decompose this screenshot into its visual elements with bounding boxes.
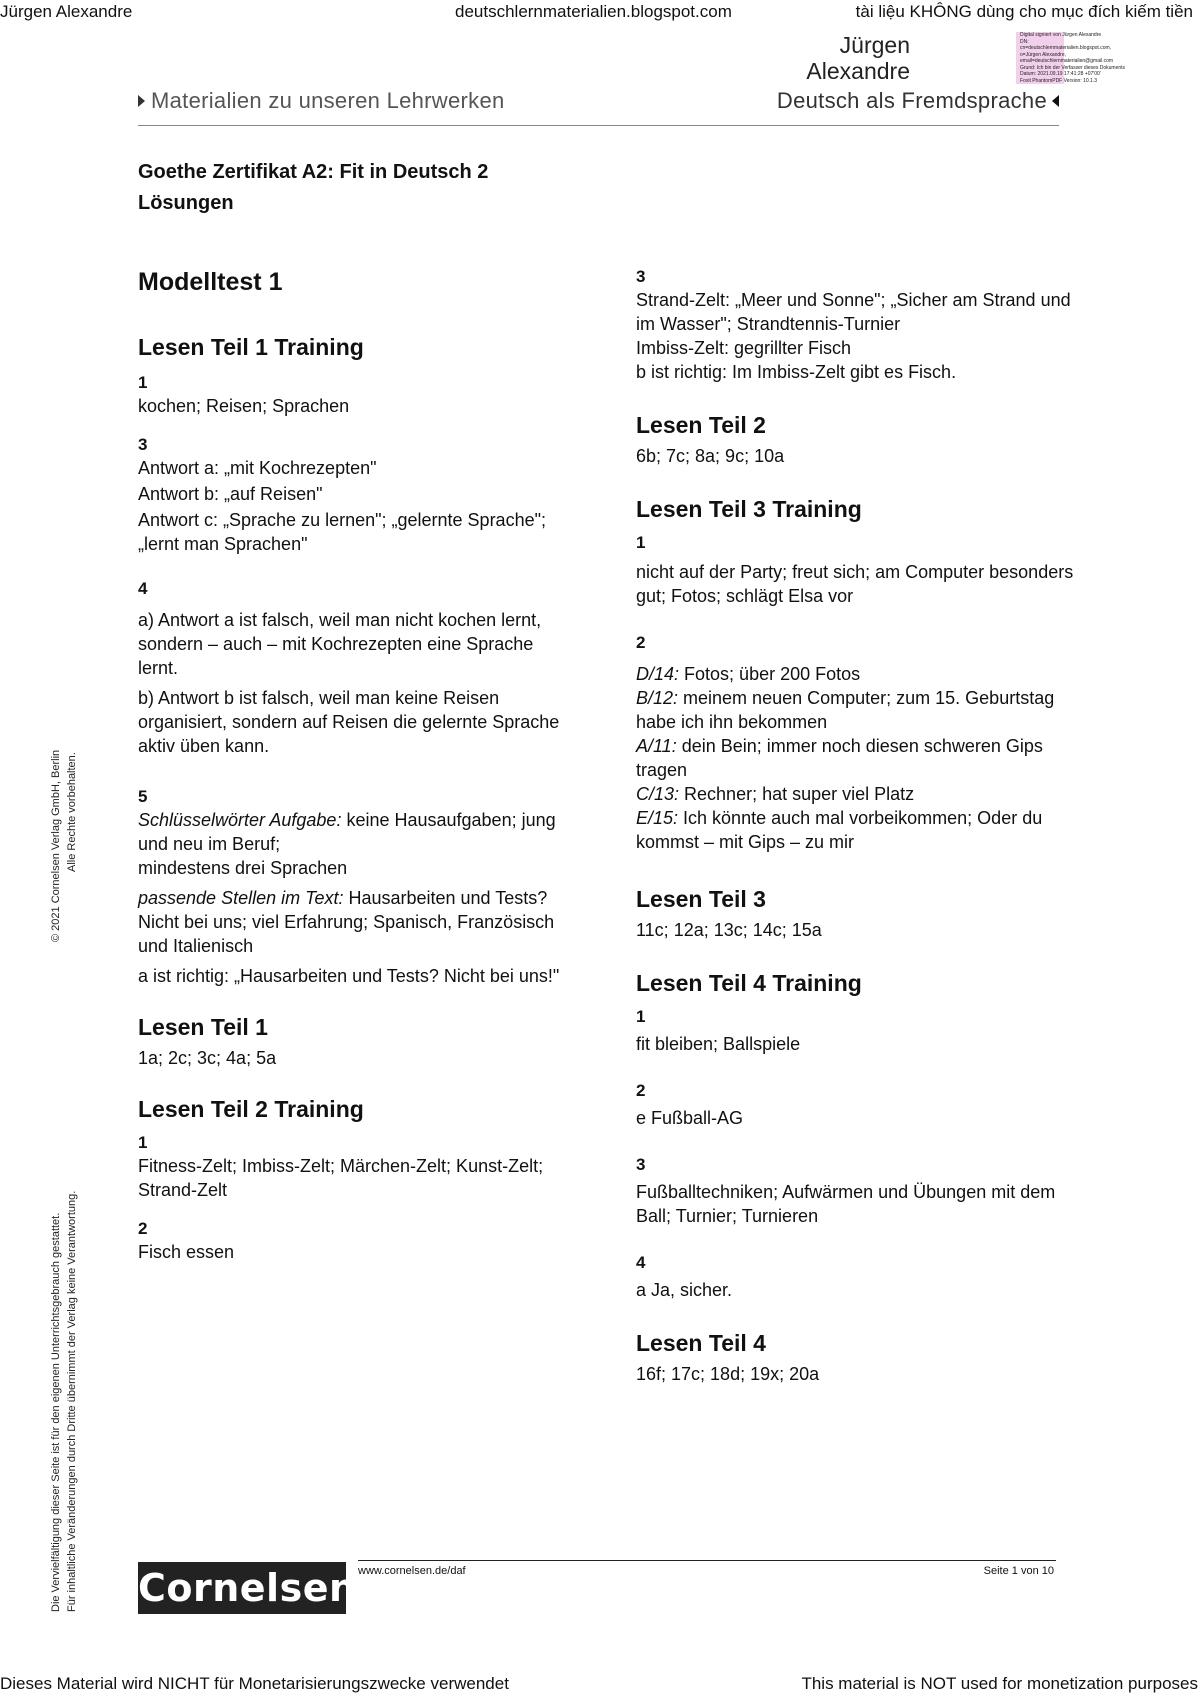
topbar-site[interactable]: deutschlernmaterialien.blogspot.com — [455, 2, 732, 21]
signature-line: o=Jürgen Alexandre, — [1020, 51, 1067, 58]
answer-label: Schlüsselwörter Aufgabe: — [138, 810, 342, 830]
bottombar-notice-en: This material is NOT used for monetization purposes — [801, 1674, 1198, 1693]
responsibility-line: Für inhaltliche Veränderungen durch Dritte übernimmt der Verlag keine Verantwortung. — [66, 1190, 78, 1612]
task-number: 1 — [138, 1133, 148, 1152]
answer-text: Imbiss-Zelt: gegrillter Fisch — [636, 338, 852, 358]
answer-text: Fitness-Zelt; Imbiss-Zelt; Märchen-Zelt; Kunst-Zelt; Strand-Zelt — [138, 1156, 544, 1200]
answer-label: passende Stellen im Text: — [138, 888, 344, 908]
answer-text: nicht auf der Party; freut sich; am Computer besonders gut; Fotos; schlägt Elsa vor — [636, 562, 1074, 606]
answer-text: mindestens drei Sprachen — [138, 858, 348, 878]
task-number: 2 — [636, 1081, 646, 1100]
topbar-author: Jürgen Alexandre — [0, 2, 133, 21]
task-number: 1 — [636, 1007, 646, 1026]
section-heading: Lesen Teil 1 — [138, 1014, 268, 1040]
match-item — [636, 734, 1076, 782]
answer-text: e Fußball-AG — [636, 1108, 744, 1128]
signature-line: DN: — [1020, 38, 1029, 45]
answer-key: 11c; 12a; 13c; 14c; 15a — [636, 920, 822, 940]
signature-last-name: Alexandre — [806, 58, 910, 84]
answer-text — [138, 808, 568, 856]
answer-text: Fußballtechniken; Aufwärmen und Übungen mit dem Ball; Turnier; Turnieren — [636, 1182, 1056, 1226]
header-divider — [138, 125, 1059, 126]
match-text: dein Bein; immer noch diesen schweren Gips tragen — [636, 736, 1043, 780]
match-text: Rechner; hat super viel Platz — [679, 784, 915, 804]
task-number: 3 — [138, 435, 148, 454]
answer-text: Strand-Zelt: „Meer und Sonne"; „Sicher am Strand und im Wasser"; Strandtennis-Turnier — [636, 290, 1071, 334]
match-label: C/13: — [636, 784, 680, 804]
topbar-notice: tài liệu KHÔNG dùng cho mục đích kiếm tiền — [855, 2, 1193, 21]
page-number: Seite 1 von 10 — [983, 1565, 1054, 1577]
section-heading: Lesen Teil 4 — [636, 1330, 766, 1356]
answer-text: b) Antwort b ist falsch, weil man keine Reisen organisiert, sondern auf Reisen die gelernte Sprache aktiv üben kann. — [138, 688, 560, 756]
bottombar-notice-de: Dieses Material wird NICHT für Monetarisierungszwecke verwendet — [0, 1674, 509, 1693]
signature-line: email=deutschlernmaterialien@gmail.com — [1020, 58, 1114, 64]
answer-text — [138, 886, 568, 958]
signature-first-name: Jürgen — [839, 32, 910, 58]
header-materials-label: Materialien zu unseren Lehrwerken — [151, 88, 505, 113]
answer-value: Hausarbeiten und Tests? Nicht bei uns; viel Erfahrung; Spanisch, Französisch und Italienisch — [138, 888, 555, 956]
footer-url[interactable]: www.cornelsen.de/daf — [358, 1565, 466, 1577]
match-item — [636, 782, 1076, 806]
answer-text: Antwort a: „mit Kochrezepten" — [138, 458, 377, 478]
match-label: A/11: — [636, 736, 677, 756]
section-heading: Lesen Teil 3 Training — [636, 496, 862, 522]
footer-divider — [358, 1560, 1056, 1561]
triangle-left-icon — [1052, 95, 1059, 107]
section-heading: Lesen Teil 1 Training — [138, 334, 364, 360]
section-heading: Lesen Teil 3 — [636, 886, 766, 912]
copyright-line: © 2021 Cornelsen Verlag GmbH, Berlin — [50, 749, 62, 942]
task-number: 3 — [636, 1155, 646, 1174]
usage-line: Die Vervielfältigung dieser Seite ist für den eigenen Unterrichtsgebrauch gestattet. — [50, 1212, 62, 1612]
section-heading: Lesen Teil 2 Training — [138, 1096, 364, 1122]
left-column — [138, 266, 568, 1264]
answer-key: 1a; 2c; 3c; 4a; 5a — [138, 1048, 277, 1068]
task-number: 2 — [636, 633, 646, 652]
match-text: meinem neuen Computer; zum 15. Geburtstag habe ich ihn bekommen — [636, 688, 1055, 732]
match-item — [636, 686, 1076, 734]
rights-line: Alle Rechte vorbehalten. — [66, 752, 78, 872]
answer-text: Antwort b: „auf Reisen" — [138, 484, 323, 504]
task-number: 1 — [138, 373, 148, 392]
task-number: 4 — [636, 1253, 646, 1272]
match-text: Ich könnte auch mal vorbeikommen; Oder du kommst – mit Gips – zu mir — [636, 808, 1043, 852]
document-title-sub: Lösungen — [138, 192, 234, 214]
signature-line: Foxit PhantomPDF Version: 10.1.3 — [1020, 77, 1097, 84]
section-heading: Lesen Teil 2 — [636, 412, 766, 438]
triangle-right-icon — [138, 95, 145, 107]
cornelsen-logo: Cornelsen — [138, 1562, 346, 1614]
match-label: D/14: — [636, 664, 680, 684]
header-subject-label: Deutsch als Fremdsprache — [776, 88, 1047, 113]
signature-line: Grund: Ich bin der Verfasser dieses Dokuments — [1020, 64, 1126, 71]
answer-text: a ist richtig: „Hausarbeiten und Tests? Nicht bei uns!" — [138, 966, 560, 986]
header-materials — [138, 88, 505, 114]
task-number: 2 — [138, 1219, 148, 1238]
signature-line: Datum: 2021.09.19 17:41:28 +07'00' — [1020, 71, 1101, 77]
document-title — [138, 157, 488, 219]
answer-text: kochen; Reisen; Sprachen — [138, 396, 350, 416]
copyright-notice — [48, 750, 80, 942]
section-heading: Lesen Teil 4 Training — [636, 970, 862, 996]
signature-line: cn=deutschlernmaterialien.blogspot.com, — [1020, 45, 1112, 51]
match-label: E/15: — [636, 808, 679, 828]
task-number: 3 — [636, 267, 646, 286]
match-item — [636, 806, 1076, 854]
match-text: Fotos; über 200 Fotos — [679, 664, 861, 684]
signature-line: Digital signiert von Jürgen Alexandre — [1020, 32, 1102, 38]
match-item — [636, 662, 1076, 686]
right-column — [636, 266, 1076, 1386]
usage-notice — [48, 1191, 80, 1612]
signature-name — [806, 32, 910, 84]
modelltest-heading: Modelltest 1 — [138, 268, 283, 296]
answer-key: 16f; 17c; 18d; 19x; 20a — [636, 1364, 820, 1384]
task-number: 5 — [138, 787, 148, 806]
digital-signature-stamp[interactable] — [1016, 32, 1128, 84]
answer-key: 6b; 7c; 8a; 9c; 10a — [636, 446, 785, 466]
answer-text: Fisch essen — [138, 1242, 235, 1262]
task-number: 4 — [138, 579, 148, 598]
task-number: 1 — [636, 533, 646, 552]
answer-text: fit bleiben; Ballspiele — [636, 1034, 801, 1054]
signature-details — [1020, 32, 1130, 84]
header-subject — [777, 88, 1059, 114]
document-title-main: Goethe Zertifikat A2: Fit in Deutsch 2 — [138, 161, 489, 183]
answer-value: keine Hausaufgaben; jung und neu im Beruf; — [138, 810, 556, 854]
answer-text: b ist richtig: Im Imbiss-Zelt gibt es Fisch. — [636, 362, 957, 382]
answer-text: a) Antwort a ist falsch, weil man nicht kochen lernt, sondern – auch – mit Kochrezepten eine Sprache lernt. — [138, 610, 542, 678]
answer-text: a Ja, sicher. — [636, 1280, 733, 1300]
match-label: B/12: — [636, 688, 679, 708]
answer-text: Antwort c: „Sprache zu lernen"; „gelernte Sprache"; „lernt man Sprachen" — [138, 510, 546, 554]
